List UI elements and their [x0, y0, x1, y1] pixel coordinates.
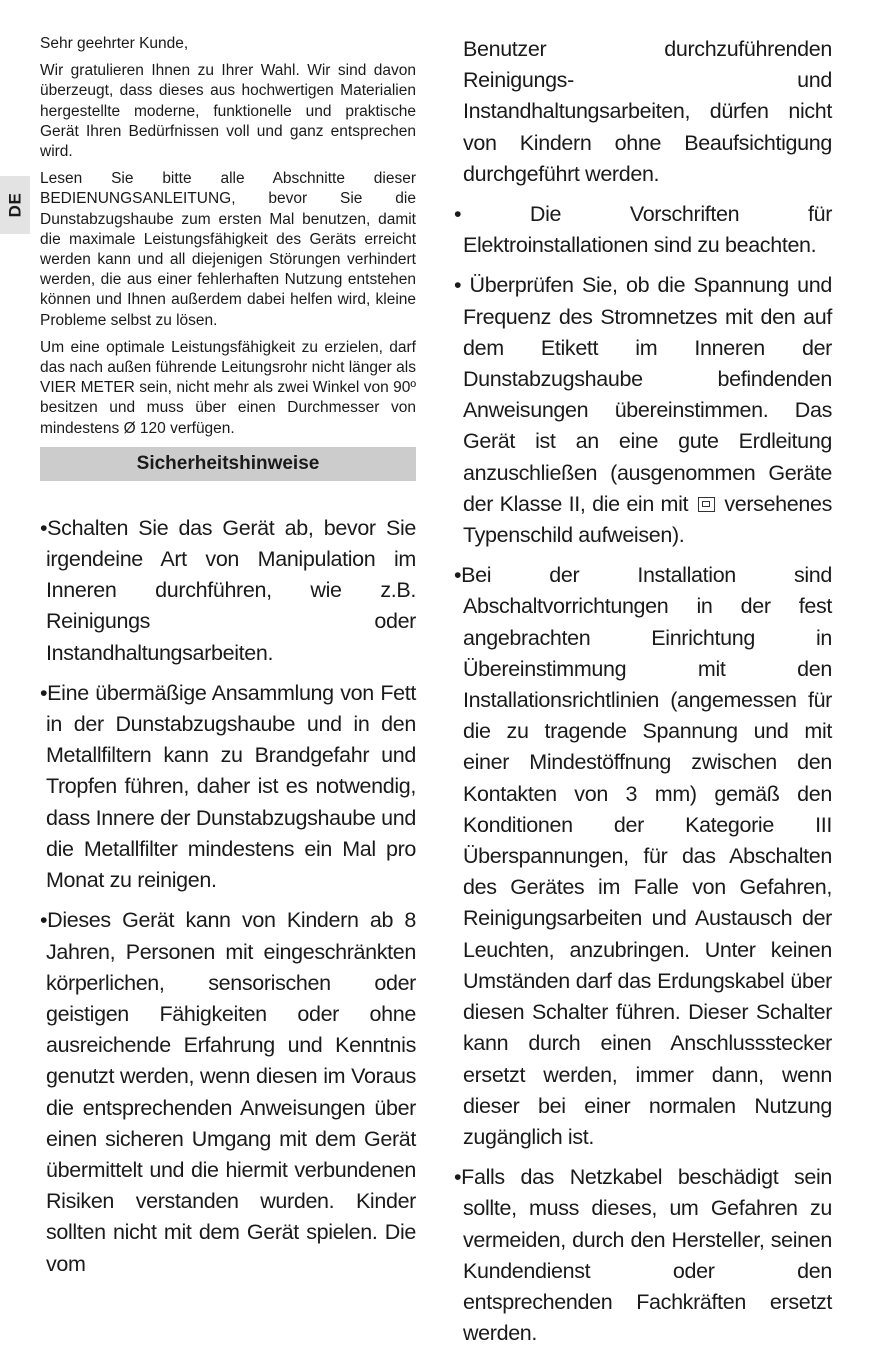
- right-column: [454, 34, 832, 1358]
- language-tab: [0, 176, 30, 234]
- intro-paragraph-1: Wir gratulieren Ihnen zu Ihrer Wahl. Wir sind davon überzeugt, dass dieses aus hochwertigen Materialien hergestellte moderne, funktionelle und praktische Gerät Ihren Bedürfnissen voll und ganz entsprechen wird.: [40, 62, 416, 161]
- safety-item-text: versehenes Typenschild aufweisen).: [463, 491, 833, 548]
- safety-item-continuation: Benutzer durchzuführenden Reinigungs- und Instandhaltungsarbeiten, dürfen nicht von Kindern ohne Beaufsichtigung durchgeführt werden.: [463, 37, 832, 186]
- class-ii-symbol-icon: [698, 497, 715, 512]
- safety-item: •Falls das Netzkabel beschädigt sein sollte, muss dieses, um Gefahren zu vermeiden, durch den Hersteller, seinen Kundendienst oder den entsprechenden Fachkräften ersetzt werden.: [454, 1165, 832, 1346]
- section-heading: Sicherheitshinweise: [40, 447, 416, 481]
- intro-paragraph-2: Lesen Sie bitte alle Abschnitte dieser BEDIENUNGSANLEITUNG, bevor Sie die Dunstabzugshaube zum ersten Mal benutzen, damit die maximale Leistungsfähigkeit des Geräts erreicht werden kann und all diejenigen Störungen verhindert werden, die aus einer fehlerhaften Nutzung entstehen können und Ihnen außerdem dabei helfen wird, kleine Probleme selbst zu lösen.: [40, 170, 416, 329]
- safety-item: •Eine übermäßige Ansammlung von Fett in der Dunstabzugshaube und in den Metallfiltern kann zu Brandgefahr und Tropfen führen, daher ist es notwendig, dass Innere der Dunstabzugshaube und die Metallfilter mindestens ein Mal pro Monat zu reinigen.: [40, 680, 416, 893]
- safety-item-text: • Überprüfen Sie, ob die Spannung und Frequenz des Stromnetzes mit den auf dem Etikett im Inneren der Dunstabzugshaube befindenden Anweisungen übereinstimmen. Das Gerät ist an eine gute Erdleitung anzuschließen (ausgenommen Geräte der Klasse II, die ein mit: [454, 273, 832, 516]
- safety-item: • Die Vorschriften für Elektroinstallationen sind zu beachten.: [454, 202, 832, 258]
- left-column: [40, 34, 416, 1289]
- language-code: DE: [5, 192, 24, 218]
- safety-item: •Schalten Sie das Gerät ab, bevor Sie irgendeine Art von Manipulation im Inneren durchführen, wie z.B. Reinigungs oder Instandhaltungsarbeiten.: [40, 515, 416, 665]
- intro-section: [40, 34, 416, 439]
- intro-paragraph-3: Um eine optimale Leistungsfähigkeit zu erzielen, darf das nach außen führende Leitungsrohr nicht länger als VIER METER sein, nicht mehr als zwei Winkel von 90º besitzen und muss über einen Durchmesser von mindestens Ø 120 verfügen.: [40, 338, 416, 437]
- safety-item: •Bei der Installation sind Abschaltvorrichtungen in der fest angebrachten Einrichtung in Übereinstimmung mit den Installationsrichtlinien (angemessen für die zu tragende Spannung und mit einer Mindestöffnung zwischen den Kontakten von 3 mm) gemäß den Konditionen der Kategorie III Überspannungen, für das Abschalten des Gerätes im Falle von Gefahren, Reinigungsarbeiten und Austausch der Leuchten, anzubringen. Unter keinen Umständen darf das Erdungskabel über diesen Schalter führen. Dieser Schalter kann durch einen Anschlussstecker ersetzt werden, immer dann, wenn dieser bei einer normalen Nutzung zugänglich ist.: [454, 563, 832, 1149]
- greeting: Sehr geehrter Kunde,: [40, 35, 189, 52]
- safety-item: [454, 270, 832, 551]
- safety-list-left: [40, 513, 416, 1280]
- safety-item: •Dieses Gerät kann von Kindern ab 8 Jahren, Personen mit eingeschränkten körperlichen, sensorischen oder geistigen Fähigkeiten oder ohne ausreichende Erfahrung und Kenntnis genutzt werden, wenn diesen im Voraus die entsprechenden Anweisungen über einen sicheren Umgang mit dem Gerät übermittelt und die hiermit verbundenen Risiken verstanden wurden. Kinder sollten nicht mit dem Gerät spielen. Die vom: [40, 908, 416, 1276]
